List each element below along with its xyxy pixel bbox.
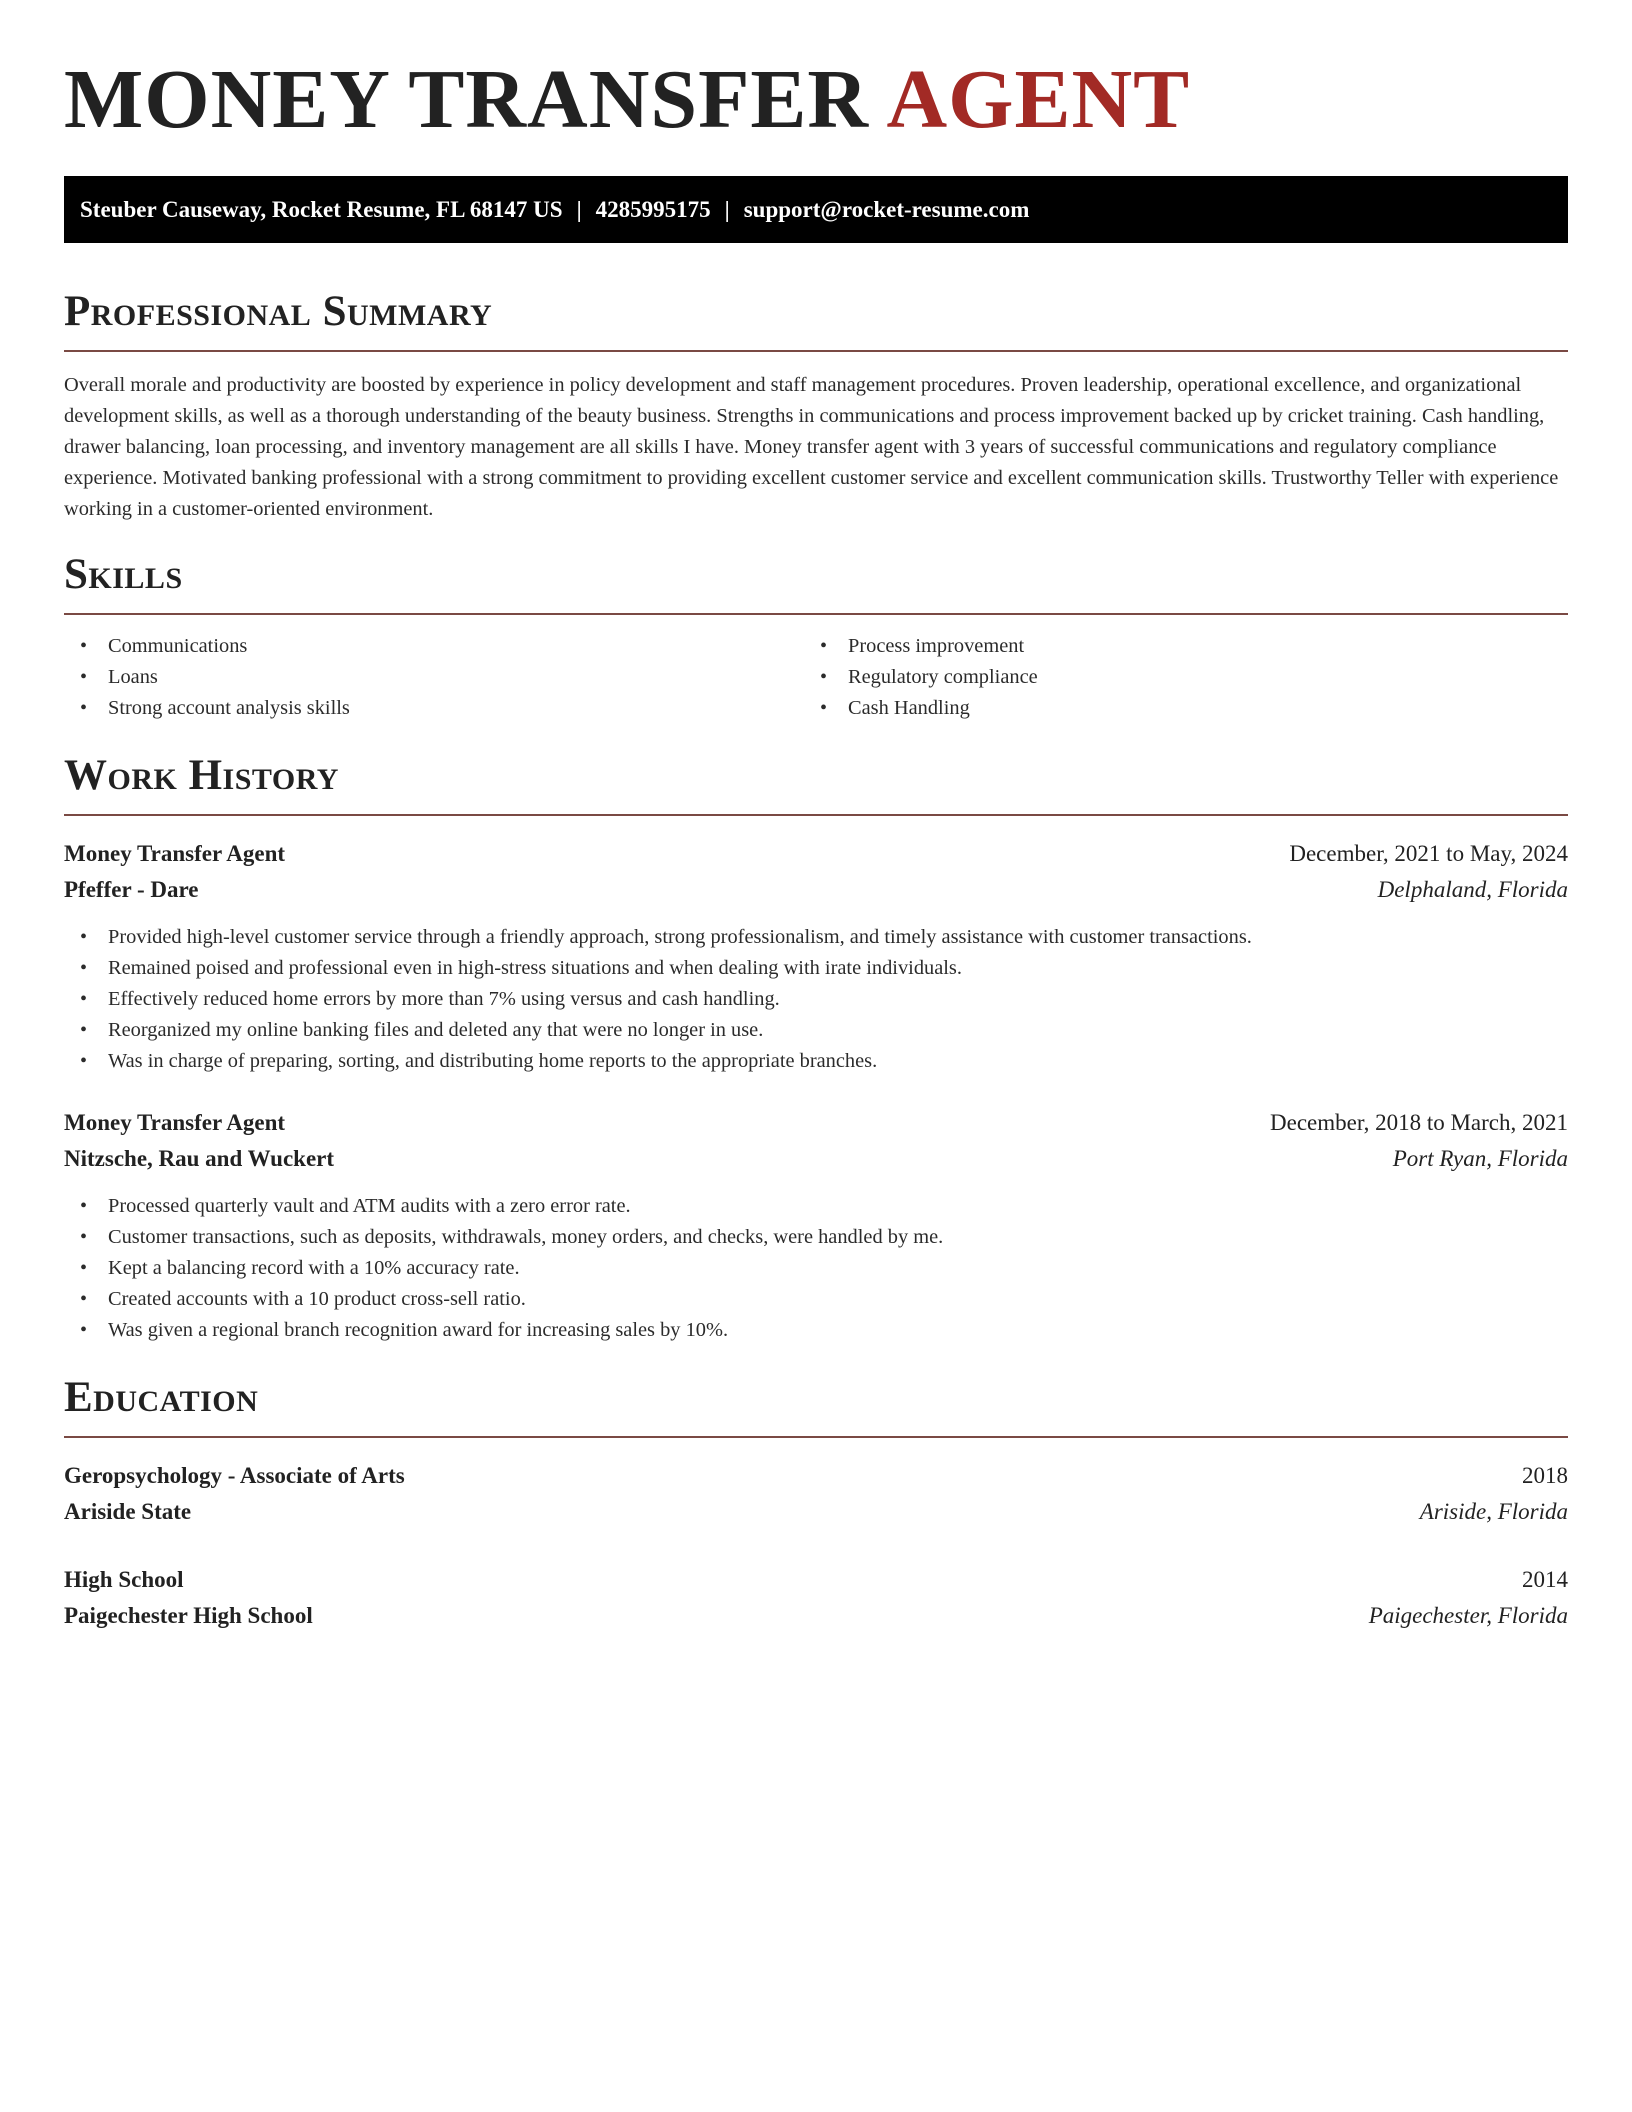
duty-item: • Kept a balancing record with a 10% accuracy rate. [64,1253,1568,1284]
education-year: 2018 [1522,1463,1568,1488]
contact-phone: 4285995175 [595,196,711,222]
section-divider [64,350,1568,352]
job-entry [64,836,1568,1077]
contact-separator: | [576,196,582,222]
job-company: Pfeffer - Dare [64,877,199,902]
name-main: MONEY TRANSFER [64,53,870,146]
contact-bar [64,176,1568,243]
summary-section [64,288,1568,525]
contact-separator: | [724,196,730,222]
contact-address: Steuber Causeway, Rocket Resume, FL 68147 US [80,196,563,222]
skills-section [64,551,1568,724]
duty-item: • Customer transactions, such as deposits, withdrawals, money orders, and checks, were handled by me. [64,1222,1568,1253]
skill-item: • Strong account analysis skills [64,693,804,724]
job-role: Money Transfer Agent [64,841,286,866]
education-section [64,1374,1568,1634]
skill-item: • Loans [64,662,804,693]
name-accent: AGENT [886,53,1191,146]
education-school: Ariside State [64,1499,192,1524]
education-location: Ariside, Florida [1419,1499,1568,1524]
job-dates: December, 2021 to May, 2024 [1289,841,1568,866]
education-entry [64,1562,1568,1634]
education-school: Paigechester High School [64,1603,313,1628]
education-location: Paigechester, Florida [1368,1603,1568,1628]
skill-item: • Communications [64,631,804,662]
job-role: Money Transfer Agent [64,1110,286,1135]
education-degree: Geropsychology - Associate of Arts [64,1463,405,1488]
job-dates: December, 2018 to March, 2021 [1270,1110,1568,1135]
education-degree: High School [64,1567,184,1592]
duty-item: • Was given a regional branch recognition award for increasing sales by 10%. [64,1315,1568,1346]
section-title-summary: Professional Summary [64,288,493,335]
resume-page [64,0,1568,1634]
skills-grid [64,631,1568,724]
duty-item: • Was in charge of preparing, sorting, and distributing home reports to the appropriate branches. [64,1046,1568,1077]
skills-column-right [804,631,1544,724]
duty-item: • Reorganized my online banking files and deleted any that were no longer in use. [64,1015,1568,1046]
duty-item: • Provided high-level customer service through a friendly approach, strong professionalism, and timely assistance with customer transactions. [64,922,1568,953]
skill-item: • Process improvement [804,631,1544,662]
job-entry [64,1105,1568,1346]
summary-text: Overall morale and productivity are boosted by experience in policy development and staff management procedures. Proven leadership, operational excellence, and organizational development skills, as well as a thorough understanding of the beauty business. Strengths in communications and process improvement backed up by cricket training. Cash handling, drawer balancing, loan processing, and inventory management are all skills I have. Money transfer agent with 3 years of successful communications and regulatory compliance experience. Motivated banking professional with a strong commitment to providing excellent customer service and excellent communication skills. Trustworthy Teller with experience working in a customer-oriented environment. [64,374,1559,520]
work-history-section [64,752,1568,1346]
skills-column-left [64,631,804,724]
duty-item: • Effectively reduced home errors by more than 7% using versus and cash handling. [64,984,1568,1015]
job-location: Delphaland, Florida [1377,877,1568,902]
section-title-education: Education [64,1374,259,1421]
duty-item: • Created accounts with a 10 product cross-sell ratio. [64,1284,1568,1315]
job-duties [64,922,1568,1077]
education-entry [64,1458,1568,1530]
skill-item: • Cash Handling [804,693,1544,724]
job-location: Port Ryan, Florida [1392,1146,1568,1171]
section-divider [64,613,1568,615]
job-duties [64,1191,1568,1346]
duty-item: • Remained poised and professional even in high-stress situations and when dealing with irate individuals. [64,953,1568,984]
contact-email: support@rocket-resume.com [743,196,1030,222]
education-year: 2014 [1522,1567,1568,1592]
section-divider [64,814,1568,816]
section-divider [64,1436,1568,1438]
section-title-skills: Skills [64,551,183,598]
job-company: Nitzsche, Rau and Wuckert [64,1146,335,1171]
candidate-name [64,0,1568,144]
duty-item: • Processed quarterly vault and ATM audits with a zero error rate. [64,1191,1568,1222]
skill-item: • Regulatory compliance [804,662,1544,693]
section-title-work-history: Work History [64,752,339,799]
